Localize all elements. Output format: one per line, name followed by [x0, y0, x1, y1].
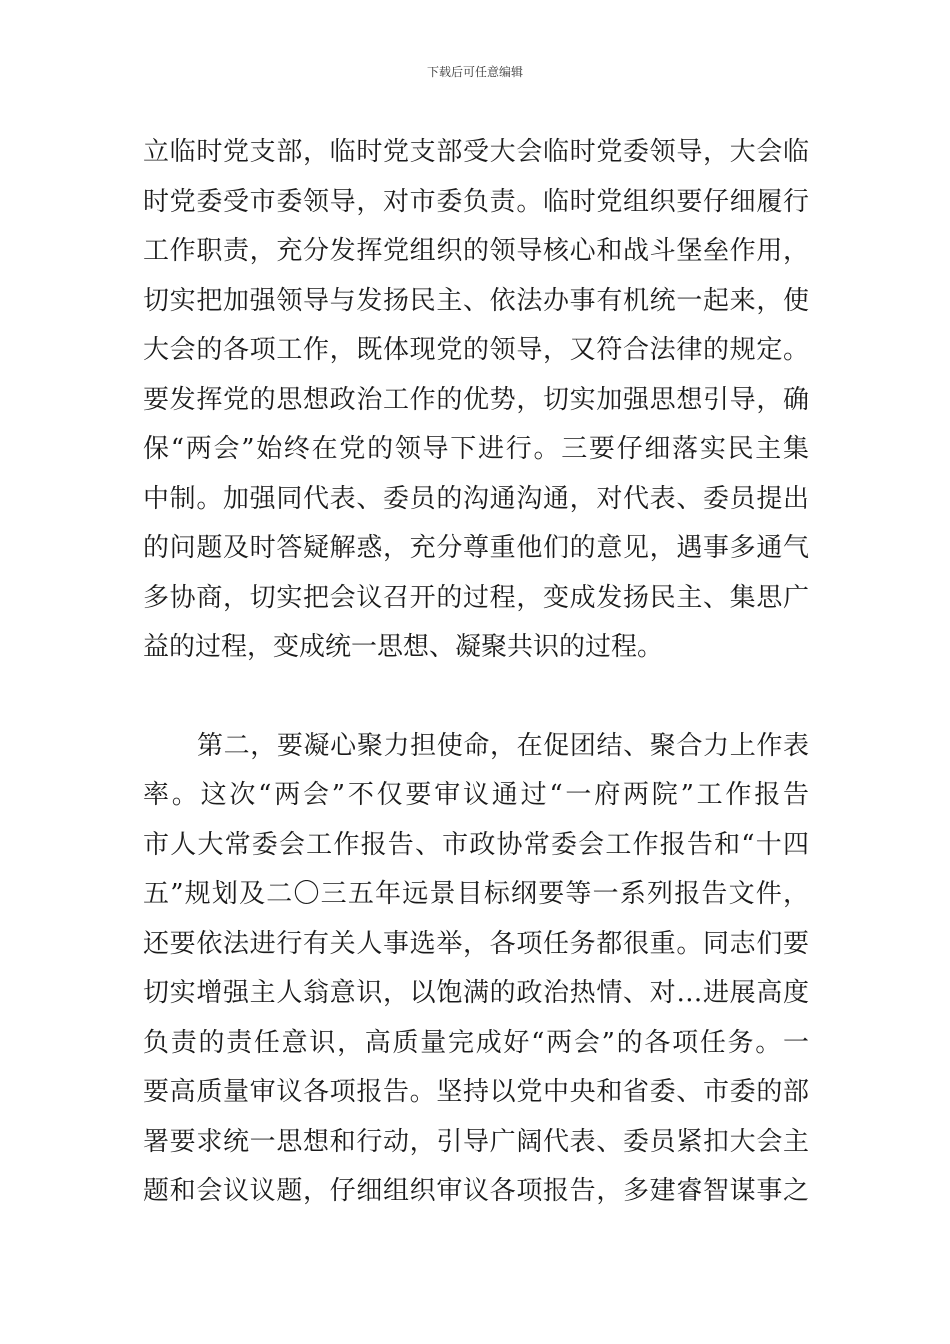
text-line: 多协商，切实把会议召开的过程，变成发扬民主、集思广 [143, 582, 809, 613]
text-line: 题和会议议题，仔细组织审议各项报告，多建睿智谋事之 [143, 1176, 809, 1206]
text-line: 要高质量审议各项报告。坚持以党中央和省委、市委的部 [143, 1077, 809, 1107]
text-line: 五”规划及二〇三五年远景目标纲要等一系列报告文件， [143, 879, 809, 909]
text-line: 署要求统一思想和行动，引导广阔代表、委员紧扣大会主 [143, 1126, 809, 1157]
paragraph-spacer [143, 673, 809, 722]
document-body [143, 128, 809, 1217]
text-line: 市人大常委会工作报告、市政协常委会工作报告和“十四 [143, 829, 809, 860]
text-line: 切实把加强领导与发扬民主、依法办事有机统一起来，使 [143, 285, 809, 316]
text-line: 益的过程，变成统一思想、凝聚共识的过程。 [143, 632, 664, 662]
text-line: 立临时党支部，临时党支部受大会临时党委领导，大会临 [143, 137, 809, 167]
paragraph-second-point [143, 722, 809, 1217]
text-line: 时党委受市委领导，对市委负责。临时党组织要仔细履行 [143, 186, 809, 217]
text-line: 负责的责任意识，高质量完成好“两会”的各项任务。一 [143, 1027, 809, 1058]
text-line: 切实增强主人翁意识，以饱满的政治热情、对…进展高度 [143, 978, 809, 1008]
text-line: 保“两会”始终在党的领导下进行。三要仔细落实民主集 [143, 434, 809, 464]
text-line: 还要依法进行有关人事选举，各项任务都很重。同志们要 [143, 928, 809, 959]
text-line: 要发挥党的思想政治工作的优势，切实加强思想引导，确 [143, 384, 809, 415]
text-line: 的问题及时答疑解惑，充分尊重他们的意见，遇事多通气 [143, 533, 809, 563]
text-line: 中制。加强同代表、委员的沟通沟通，对代表、委员提出 [143, 483, 809, 514]
paragraph-continuation [143, 128, 809, 673]
page-header: 下载后可任意编辑 [426, 65, 523, 79]
text-line: 大会的各项工作，既体现党的领导，又符合法律的规定。 [143, 335, 809, 365]
text-line: 工作职责，充分发挥党组织的领导核心和战斗堡垒作用， [143, 236, 809, 266]
text-line: 第二，要凝心聚力担使命，在促团结、聚合力上作表 [197, 730, 809, 761]
text-line: 率。这次“两会”不仅要审议通过“一府两院”工作报告 [143, 780, 809, 810]
